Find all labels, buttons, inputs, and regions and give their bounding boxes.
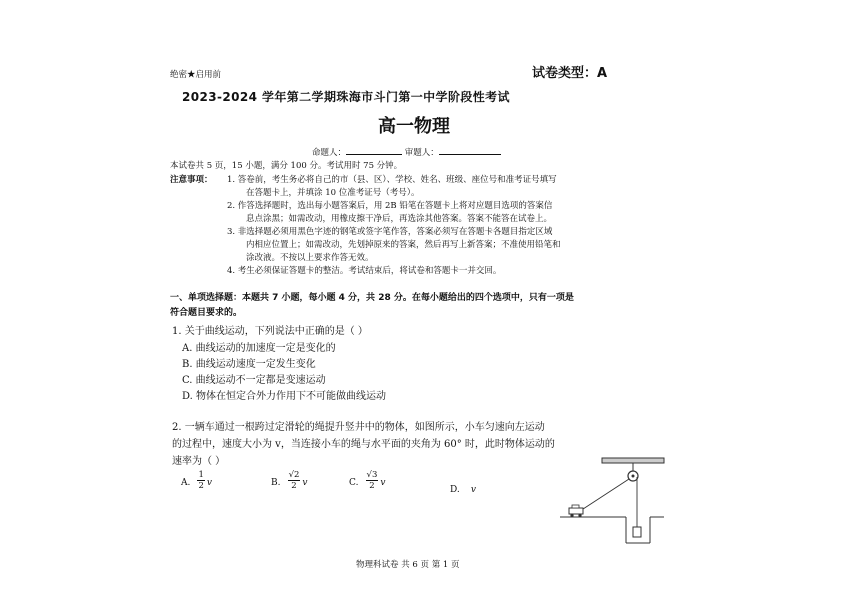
pulley-axle xyxy=(632,475,635,478)
q1-option-c: C. 曲线运动不一定都是变速运动 xyxy=(182,375,326,386)
q2-option-b: B. $\frac{√2}{2}$ v xyxy=(271,470,308,491)
pulley-diagram xyxy=(560,455,670,545)
section-heading-cont: 符合题目要求的。 xyxy=(170,308,243,318)
q2-line2: 的过程中，速度大小为 v，当连接小车的绳与水平面的夹角为 60° 时，此时物体运动的 xyxy=(172,439,555,450)
q2-option-c: C. $\frac{√3}{2}$ v xyxy=(349,470,386,491)
reviewer-blank xyxy=(439,154,501,155)
fraction: $\frac{√3}{2}$ xyxy=(366,470,378,491)
section-heading: 一、单项选择题：本题共 7 小题，每小题 4 分，共 28 分。在每小题给出的四个选项中，只有一项是 xyxy=(170,293,574,303)
fraction: $\frac{√2}{2}$ xyxy=(288,470,300,491)
note-line: 1. 答卷前，考生务必将自己的市（县、区）、学校、姓名、班级、座位号和准考证号填写 xyxy=(227,175,557,185)
exam-title: 2023-2024 学年第二学期珠海市斗门第一中学阶段性考试 xyxy=(182,90,510,104)
rope-to-cart xyxy=(580,479,629,511)
q1-stem: 1. 关于曲线运动，下列说法中正确的是（ ） xyxy=(172,326,368,337)
q1-option-a: A. 曲线运动的加速度一定是变化的 xyxy=(182,343,336,354)
cart-wheel xyxy=(578,514,581,517)
proposer-blank xyxy=(346,154,402,155)
proposer-line xyxy=(312,146,501,158)
q2-option-a: A. $\frac{1}{2}$ v xyxy=(181,470,212,491)
intro-text: 本试卷共 5 页，15 小题，满分 100 分。考试用时 75 分钟。 xyxy=(170,161,403,171)
q1-option-d: D. 物体在恒定合外力作用下不可能做曲线运动 xyxy=(182,391,387,402)
page-footer: 物理科试卷 共 6 页 第 1 页 xyxy=(356,560,460,570)
secret-label: 绝密★启用前 xyxy=(170,70,222,80)
q2-option-d: D. v xyxy=(450,485,476,495)
cart-wheel xyxy=(570,514,573,517)
hanging-object xyxy=(633,527,641,537)
cart-cab xyxy=(572,505,579,508)
q2-line1: 2. 一辆车通过一根跨过定滑轮的绳提升竖井中的物体，如图所示，小车匀速向左运动 xyxy=(172,422,545,433)
note-line: 涂改液。不按以上要求作答无效。 xyxy=(246,253,374,263)
note-line: 息点涂黑；如需改动，用橡皮擦干净后，再选涂其他答案。答案不能答在试卷上。 xyxy=(246,214,553,224)
note-line: 2. 作答选择题时，选出每小题答案后，用 2B 铅笔在答题卡上将对应题目选项的答案信 xyxy=(227,201,553,211)
note-line: 4. 考生必须保证答题卡的整洁。考试结束后，将试卷和答题卡一并交回。 xyxy=(227,266,502,276)
note-line: 在答题卡上，并填涂 10 位准考证号（考号）。 xyxy=(246,188,420,198)
note-line: 内相应位置上；如需改动，先划掉原来的答案，然后再写上新答案；不准使用铅笔和 xyxy=(246,240,561,250)
reviewer-label: 审题人： xyxy=(404,148,439,158)
q1-option-b: B. 曲线运动速度一定发生变化 xyxy=(182,359,316,370)
notes-label: 注意事项： xyxy=(170,175,213,185)
cart-body xyxy=(569,508,583,514)
fraction: $\frac{1}{2}$ xyxy=(198,470,204,491)
proposer-label: 命题人： xyxy=(312,148,347,158)
note-line: 3. 非选择题必须用黑色字迹的钢笔或签字笔作答，答案必须写在答题卡各题目指定区域 xyxy=(227,227,553,237)
q2-line3: 速率为（ ） xyxy=(172,456,226,467)
ceiling-beam xyxy=(602,458,664,463)
paper-type: 试卷类型：A xyxy=(532,66,608,81)
subject-title: 高一物理 xyxy=(378,116,450,137)
